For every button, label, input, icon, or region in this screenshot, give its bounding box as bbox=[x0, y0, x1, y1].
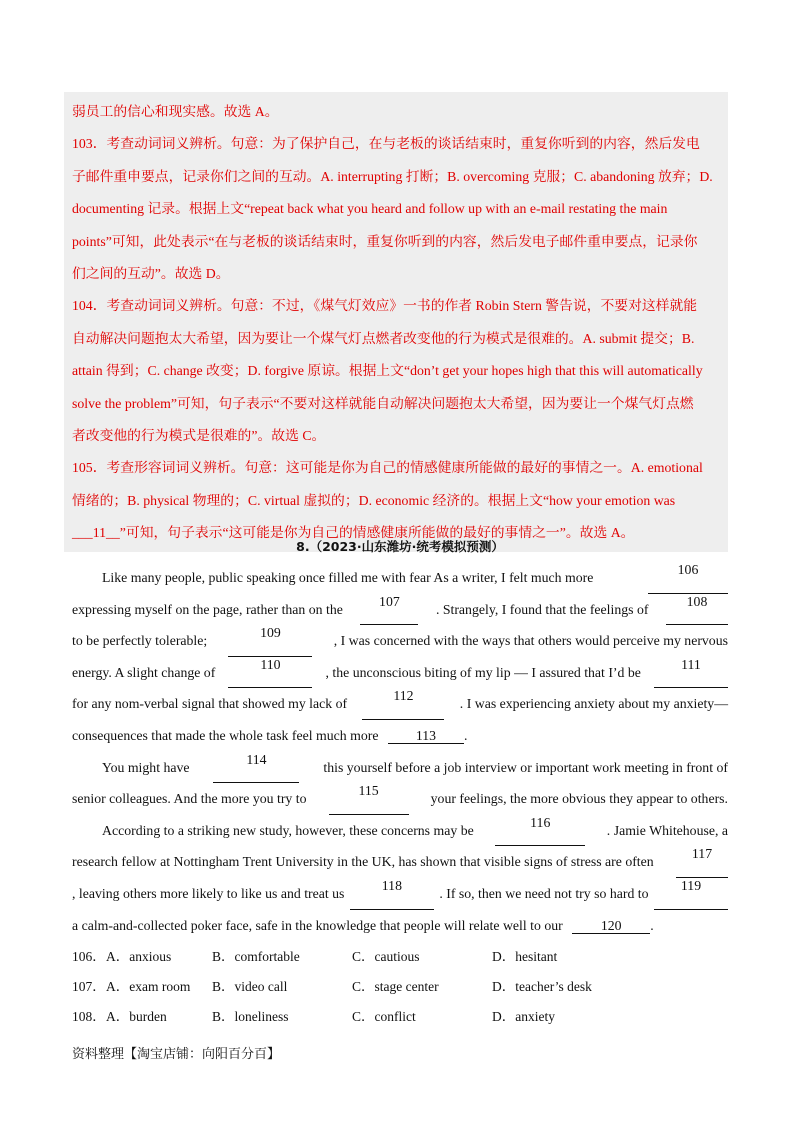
passage-text: , I was concerned with the ways that others would perceive my nervous bbox=[333, 633, 728, 649]
passage-text: this yourself before a job interview or important work meeting in front of bbox=[323, 759, 728, 775]
option-row bbox=[72, 940, 728, 970]
answer-line: 者改变他的行为模式是很难的”。故选 C。 bbox=[72, 428, 326, 444]
passage-text: a calm-and-collected poker face, safe in the knowledge that people will relate well to our bbox=[72, 917, 563, 933]
option-c[interactable]: C．cautious bbox=[352, 949, 420, 964]
blank-120[interactable]: 120 bbox=[572, 918, 650, 934]
passage-text: energy. A slight change of bbox=[72, 664, 216, 680]
option-b[interactable]: B．loneliness bbox=[212, 1009, 289, 1024]
option-a[interactable]: A．burden bbox=[106, 1009, 167, 1024]
blank-107[interactable]: 107 bbox=[360, 594, 418, 626]
passage-text: . Strangely, I found that the feelings of bbox=[435, 601, 649, 617]
option-row bbox=[72, 970, 728, 1000]
answer-line: 自动解决问题抱太大希望，因为要让一个煤气灯点燃者改变他的行为模式是很难的。A. submit 提交；B. bbox=[72, 330, 695, 346]
option-a[interactable]: A．anxious bbox=[106, 949, 172, 964]
passage-text: . I was experiencing anxiety about my anxiety— bbox=[459, 696, 728, 712]
option-c[interactable]: C．conflict bbox=[352, 1009, 416, 1024]
blank-109[interactable]: 109 bbox=[228, 625, 312, 657]
blank-114[interactable]: 114 bbox=[213, 752, 299, 784]
passage-text: research fellow at Nottingham Trent University in the UK, has shown that visible signs of stress are often bbox=[72, 854, 654, 870]
passage-text: . Jamie Whitehouse, a bbox=[606, 822, 728, 838]
passage-line bbox=[72, 562, 728, 594]
question-number: 108． bbox=[72, 1009, 106, 1024]
answer-line: 子邮件重申要点，记录你们之间的互动。A. interrupting 打断；B. overcoming 克服；C. abandoning 放弃；D. bbox=[72, 168, 713, 184]
passage-text: . If so, then we need not try so hard to bbox=[439, 885, 649, 901]
passage-text: . bbox=[650, 917, 654, 933]
blank-115[interactable]: 115 bbox=[329, 783, 409, 815]
passage-text: , leaving others more likely to like us and treat us bbox=[72, 885, 345, 901]
answer-options bbox=[72, 940, 728, 1030]
passage-text: senior colleagues. And the more you try to bbox=[72, 791, 307, 807]
option-b[interactable]: B．comfortable bbox=[212, 949, 300, 964]
option-d[interactable]: D．hesitant bbox=[492, 949, 558, 964]
passage-line bbox=[72, 657, 728, 689]
passage-text: for any nom-verbal signal that showed my lack of bbox=[72, 696, 348, 712]
passage-text: Like many people, public speaking once filled me with fear As a writer, I felt much more bbox=[102, 570, 594, 585]
passage-line bbox=[72, 910, 728, 942]
answer-line: 情绪的；B. physical 物理的；C. virtual 虚拟的；D. economic 经济的。根据上文“how your emotion was bbox=[72, 492, 676, 508]
passage-line bbox=[72, 594, 728, 626]
blank-113[interactable]: 113 bbox=[388, 728, 464, 744]
section-title: 8.（2023·山东潍坊·统考模拟预测） bbox=[296, 539, 504, 554]
question-number: 106． bbox=[72, 949, 106, 964]
passage-text: You might have bbox=[102, 759, 190, 775]
blank-116[interactable]: 116 bbox=[495, 815, 585, 847]
passage-line bbox=[72, 783, 728, 815]
answer-line: attain 得到；C. change 改变；D. forgive 原谅。根据上文“don’t get your hopes high that this will automatically bbox=[72, 363, 703, 379]
cloze-passage bbox=[72, 562, 728, 941]
question-number: 107． bbox=[72, 979, 106, 994]
answer-line: solve the problem”可知，句子表示“不要对这样就能自动解决问题抱太大希望，因为要让一个煤气灯点燃 bbox=[72, 395, 694, 411]
blank-111[interactable]: 111 bbox=[654, 657, 728, 689]
blank-118[interactable]: 118 bbox=[350, 878, 434, 910]
blank-110[interactable]: 110 bbox=[228, 657, 312, 689]
option-a[interactable]: A．exam room bbox=[106, 979, 191, 994]
answer-line: 们之间的互动”。故选 D。 bbox=[72, 266, 230, 282]
passage-text: expressing myself on the page, rather than on the bbox=[72, 601, 343, 617]
answer-line: ___11__”可知，句子表示“这可能是你为自己的情感健康所能做的最好的事情之一”。故选 A。 bbox=[72, 525, 635, 541]
answer-line: 103．考查动词词义辨析。句意：为了保护自己，在与老板的谈话结束时，重复你听到的内容，然后发电 bbox=[72, 136, 700, 152]
passage-text: your feelings, the more obvious they appear to others. bbox=[430, 791, 728, 807]
passage-text: , the unconscious biting of my lip — I assured that I’d be bbox=[325, 664, 641, 680]
passage-text: . bbox=[463, 727, 468, 743]
passage-line bbox=[72, 720, 728, 752]
option-d[interactable]: D．teacher’s desk bbox=[492, 979, 592, 994]
option-c[interactable]: C．stage center bbox=[352, 979, 439, 994]
passage-line bbox=[72, 625, 728, 657]
answer-line: documenting 记录。根据上文“repeat back what you heard and follow up with an e-mail restating the main bbox=[72, 201, 668, 217]
blank-119[interactable]: 119 bbox=[654, 878, 728, 910]
option-d[interactable]: D．anxiety bbox=[492, 1009, 555, 1024]
passage-text: consequences that made the whole task feel much more bbox=[72, 727, 379, 743]
passage-line bbox=[72, 752, 728, 784]
passage-line bbox=[72, 846, 728, 878]
answer-explanation-block bbox=[64, 92, 728, 552]
blank-108[interactable]: 108 bbox=[666, 594, 728, 626]
option-row bbox=[72, 1000, 728, 1030]
answer-line: 弱员工的信心和现实感。故选 A。 bbox=[72, 104, 279, 119]
blank-106[interactable]: 106 bbox=[648, 562, 728, 594]
passage-line bbox=[72, 688, 728, 720]
answer-line: points”可知，此处表示“在与老板的谈话结束时，重复你听到的内容，然后发电子邮件重申要点，记录你 bbox=[72, 233, 698, 249]
page-footer: 资料整理【淘宝店铺：向阳百分百】 bbox=[72, 1047, 281, 1062]
option-b[interactable]: B．video call bbox=[212, 979, 288, 994]
answer-line: 104．考查动词词义辨析。句意：不过，《煤气灯效应》一书的作者 Robin Stern 警告说，不要对这样就能 bbox=[72, 298, 698, 314]
passage-line bbox=[72, 878, 728, 910]
passage-text: According to a striking new study, however, these concerns may be bbox=[102, 822, 474, 838]
answer-line: 105．考查形容词词义辨析。句意：这可能是你为自己的情感健康所能做的最好的事情之一。A. emotional bbox=[72, 460, 703, 476]
blank-117[interactable]: 117 bbox=[676, 846, 728, 878]
blank-112[interactable]: 112 bbox=[362, 688, 444, 720]
passage-text: to be perfectly tolerable; bbox=[72, 633, 208, 649]
passage-line bbox=[72, 815, 728, 847]
